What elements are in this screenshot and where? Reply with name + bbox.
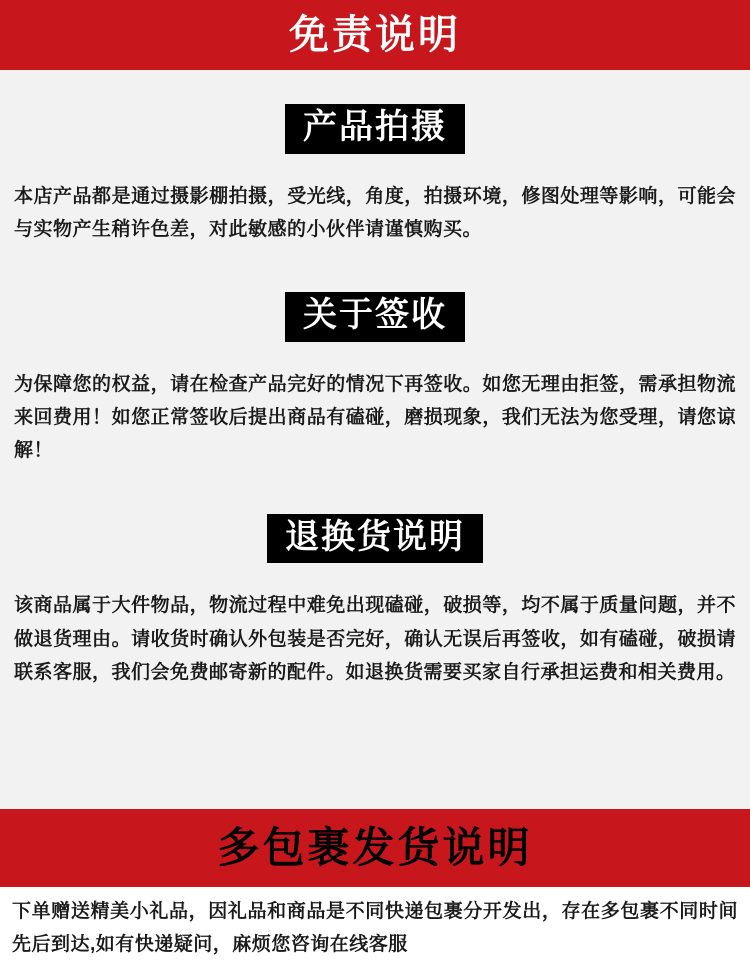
section-body: 为保障您的权益，请在检查产品完好的情况下再签收。如您无理由拒签，需承担物流来回费用！如您正常签收后提出商品有磕碰，磨损现象，我们无法为您受理，请您谅解！ (14, 373, 736, 462)
section-heading: 产品拍摄 (285, 104, 465, 154)
section-heading: 关于签收 (285, 292, 465, 342)
section-heading-wrap (12, 104, 738, 154)
bottom-banner (0, 809, 750, 973)
section-body: 该商品属于大件物品，物流过程中难免出现磕碰，破损等，均不属于质量问题，并不做退货理由。请收货时确认外包装是否完好，确认无误后再签收，如有磕碰，破损请联系客服，我们会免费邮寄新的配件。如退换货需要买家自行承担运费和相关费用。 (14, 595, 736, 683)
footer-title: 多包裹发货说明 (217, 823, 533, 871)
section-heading-wrap (12, 292, 738, 342)
section-heading: 退换货说明 (267, 514, 483, 564)
section-product-photography (12, 104, 738, 246)
section-body: 本店产品都是通过摄影棚拍摄，受光线，角度，拍摄环境，修图处理等影响，可能会与实物产生稍许色差，对此敏感的小伙伴请谨慎购买。 (14, 185, 736, 240)
section-return-exchange (12, 514, 738, 689)
footer-body: 下单赠送精美小礼品，因礼品和商品是不同快递包裹分开发出，存在多包裹不同时间先后到达,如有快递疑问，麻烦您咨询在线客服 (0, 887, 750, 973)
page-title: 免责说明 (289, 13, 461, 57)
bottom-title-wrap (0, 809, 750, 887)
section-heading-wrap (12, 514, 738, 564)
top-banner (0, 0, 750, 70)
section-about-signing (12, 292, 738, 467)
content-area (0, 104, 750, 689)
